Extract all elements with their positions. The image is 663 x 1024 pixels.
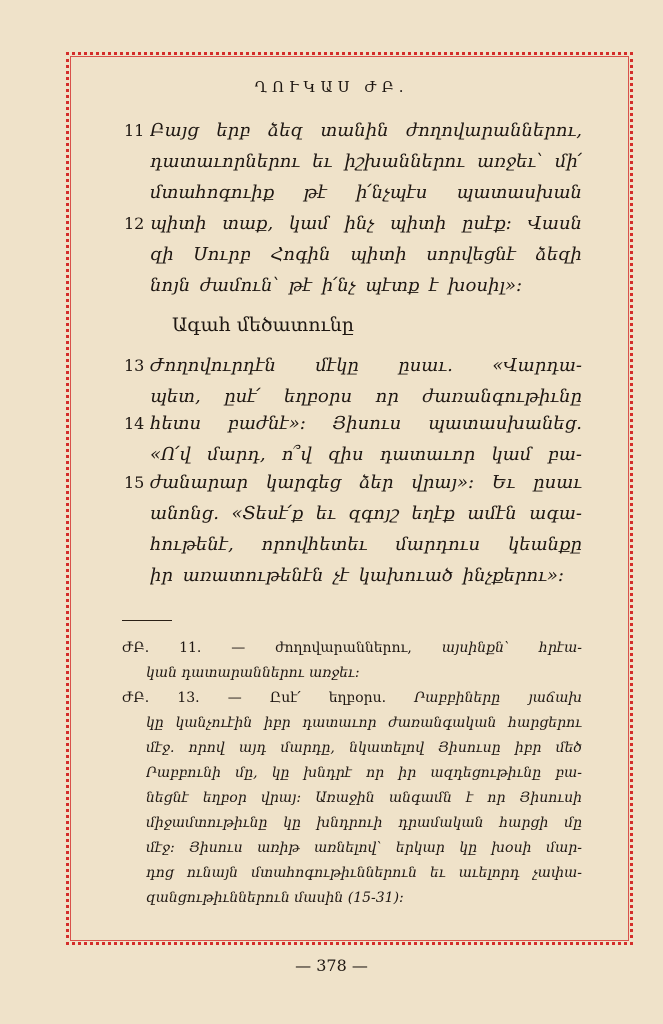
verse-line: Բայց երբ ձեզ տանին ժողովարաններու, <box>150 120 582 141</box>
verse-number: 12 <box>124 214 145 233</box>
verse-line: իր առատութենէն չէ կախուած ինչքերու»: <box>150 565 564 586</box>
verse-line: հետս բաժնէ»: Յիսուս պատասխանեց. <box>150 413 582 434</box>
footnote-line: մէջ. որով այդ մարդը, նկատելով Յիսուսը իբր մեծ <box>146 740 582 756</box>
footnote-reference: ԺԲ. 11. — ժողովարաններու, <box>122 640 412 656</box>
footnote-line: մէջ: Յիսուս առիթ առնելով՝ երկար կը խօսի մար- <box>146 840 582 856</box>
footnote-line: Րաբբունի մը, կը խնդրէ որ իր ազդեցութիւնը բա- <box>146 765 582 781</box>
verse-line: «Ո՛վ մարդ, ո՞վ զիս դատաւոր կամ բա- <box>150 444 582 465</box>
footnote-line <box>122 686 582 710</box>
verse-number: 15 <box>124 473 145 492</box>
verse-line: Ժողովուրդէն մէկը ըսաւ. «Վարդա- <box>150 355 582 376</box>
page-title: ՂՈՒԿԱՍ ԺԲ. <box>254 78 409 96</box>
footnote-line: կը կանչուէին իբր դատաւոր ժառանգական հարցերու <box>146 715 582 731</box>
footnote-text: այսինքն՝ հրէա- <box>441 640 582 656</box>
verse-line: պետ, ըսէ՛ եղբօրս որ ժառանգութիւնը <box>150 386 582 407</box>
footnote-line: նեցնէ եղբօր վրայ: Առաջին անգամն է որ Յիսուսի <box>146 790 582 806</box>
footnote-text: Րաբբիները յաճախ <box>414 690 582 706</box>
verse-number: 13 <box>124 356 145 375</box>
verse-line: անոնց. «Տեսէ՛ք եւ զգոյշ եղէք ամէն ագա- <box>150 503 582 524</box>
verse-line: նոյն ժամուն՝ թէ ի՛նչ պէտք է խօսիլ»: <box>150 275 523 296</box>
verse-line: մտահոգուիք թէ ի՛նչպէս պատասխան <box>150 182 582 203</box>
verse-number: 11 <box>124 121 145 140</box>
verse-line: դատաւորներու եւ իշխաններու առջեւ՝ մի՛ <box>150 151 582 172</box>
verse-number: 14 <box>124 414 145 433</box>
footnote-line: միջամտութիւնը կը խնդրուի դրամական հարցի մը <box>146 815 582 831</box>
footnote-line: դոց ունայն մտահոգութիւններուն եւ աւելորդ չափա- <box>146 865 582 881</box>
footnote-line <box>122 636 582 660</box>
footnote-line: զանցութիւններուն մասին (15-31): <box>146 890 404 906</box>
footnote-divider <box>122 620 172 621</box>
footnote-line: կան դատարաններու առջեւ: <box>146 665 360 681</box>
page-number: — 378 — <box>295 956 368 975</box>
verse-line: զի Սուրբ Հոգին պիտի սորվեցնէ ձեզի <box>150 244 582 265</box>
verse-line: ժանարար կարգեց ձեր վրայ»: Եւ ըսաւ <box>150 472 582 493</box>
verse-line: հութենէ, որովհետեւ մարդուս կեանքը <box>150 534 582 555</box>
verse-line: պիտի տաք, կամ ինչ պիտի ըսէք: Վասն <box>150 213 582 234</box>
footnote-reference: ԺԲ. 13. — Ըսէ՛ եղբօրս. <box>122 690 387 706</box>
section-heading: Ագահ մեծատունը <box>172 314 354 336</box>
